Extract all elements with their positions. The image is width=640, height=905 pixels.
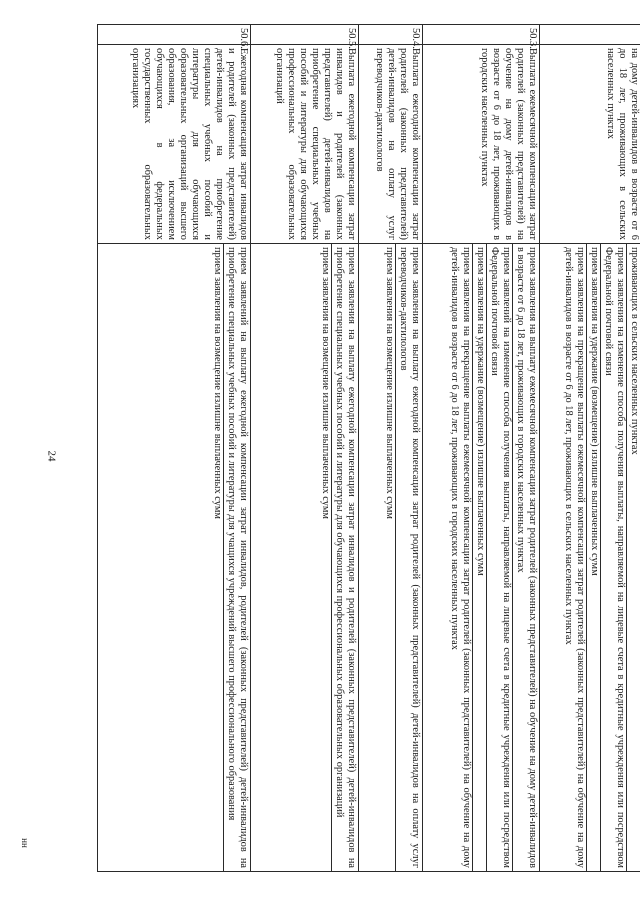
procedure-item: прием заявления на выплату ежемесячной компенсации затрат родителей (законных представителей) на обучение на дому детей-инвалидов в возрасте от 6 до 18 лет, проживающих в городских населенных пунктах	[512, 244, 538, 871]
row-number	[539, 25, 640, 45]
procedure-item: прием заявления на прекращение выплаты ежемесячной компенсации затрат родителей (законных представителей) на обучение на дому детей-инвалидов в возрасте от 6 до 18 лет, проживающих в сельских населенных пунктах	[562, 247, 586, 868]
services-table	[97, 24, 640, 872]
margin-mark: нн	[19, 838, 30, 848]
procedures-cell	[98, 244, 251, 872]
table-row	[251, 25, 359, 872]
table-row	[422, 25, 539, 872]
procedure-item: прием заявления на возмещение излишне выплаченных сумм	[212, 247, 224, 519]
table-row	[539, 25, 640, 872]
row-number: 50.3.	[422, 25, 539, 45]
procedure-item: проживающих в сельских населенных пунктах	[626, 244, 640, 871]
service-name: Ежегодная компенсация затрат инвалидов и родителей (законных представителей) детей-инвалидов на приобретение специальных учебных пособий и литературы для обучающихся образовательных организаций высшего образования, за исключением обучающихся в федеральных государственных образовательных организациях	[98, 45, 251, 244]
service-name: Выплата ежегодной компенсации затрат инвалидов и родителей (законных представителей) детей-инвалидов на приобретение специальных учебных пособий и литературы для обучающихся профессиональных образовательных организаций	[251, 45, 359, 244]
procedure-item: прием заявления на возмещение излишне выплаченных сумм	[383, 247, 395, 519]
procedure-item: прием заявления на удержание (возмещение) излишне выплаченных сумм	[586, 244, 600, 871]
page-number: 24	[45, 450, 58, 462]
procedures-cell	[422, 244, 539, 872]
procedure-item: прием заявления на выплату ежегодной компенсации затрат родителей (законных представителей) детей-инвалидов на оплату услуг переводчиков-дактилологов	[395, 244, 421, 871]
procedure-item: прием заявления на возмещение излишне выплаченных сумм	[320, 247, 332, 519]
service-name: Выплата ежемесячной компенсации затрат родителей (законных представителей) на обучение на дому детей-инвалидов в возрасте от 6 до 18 лет, проживающих в городских населенных пунктах	[422, 45, 539, 244]
service-name: на дому детей-инвалидов в возрасте от 6 до 18 лет, проживающих в сельских населенных пунктах	[539, 45, 640, 244]
procedure-item: прием заявления на изменение способа получения выплаты, направляемой на лицевые счета в кредитные учреждения или посредством Федеральной почтовой связи	[600, 244, 626, 871]
procedure-item: прием заявлений на изменение способа получения выплаты, направляемой на лицевые счета в кредитные учреждения или посредством Федеральной почтовой связи	[486, 244, 512, 871]
procedures-cell	[539, 244, 640, 872]
procedure-item: прием заявлений на выплату ежегодной компенсации затрат инвалидов, родителей (законных представителей) детей-инвалидов на приобретение специальных учебных пособий и литературы для учащихся учреждений высшего профессионального образования	[223, 244, 249, 871]
row-number: 50.5.	[251, 25, 359, 45]
row-number: 50.6.	[98, 25, 251, 45]
procedure-item: прием заявления на прекращение выплаты ежемесячной компенсации затрат родителей (законных представителей) на обучение на дому детей-инвалидов в возрасте от 6 до 18 лет, проживающих в городских населенных пунктах	[448, 247, 472, 868]
rotated-page	[97, 24, 640, 872]
procedures-cell	[251, 244, 359, 872]
table-row	[359, 25, 422, 872]
procedures-cell	[359, 244, 422, 872]
procedure-item: прием заявления на удержание (возмещение) излишне выплаченных сумм	[472, 244, 486, 871]
rotated-table-wrapper	[97, 24, 640, 872]
service-name: Выплата ежегодной компенсации затрат родителей (законных представителей) детей-инвалидов на оплату услуг переводчиков-дактилологов	[359, 45, 422, 244]
table-row	[98, 25, 251, 872]
row-number: 50.4.	[359, 25, 422, 45]
procedure-item: прием заявления на выплату ежегодной компенсации затрат инвалидов и родителей (законных представителей) детей-инвалидов на приобретение специальных учебных пособий и литературы для обучающихся профессиональных образовательных организаций	[331, 244, 357, 871]
